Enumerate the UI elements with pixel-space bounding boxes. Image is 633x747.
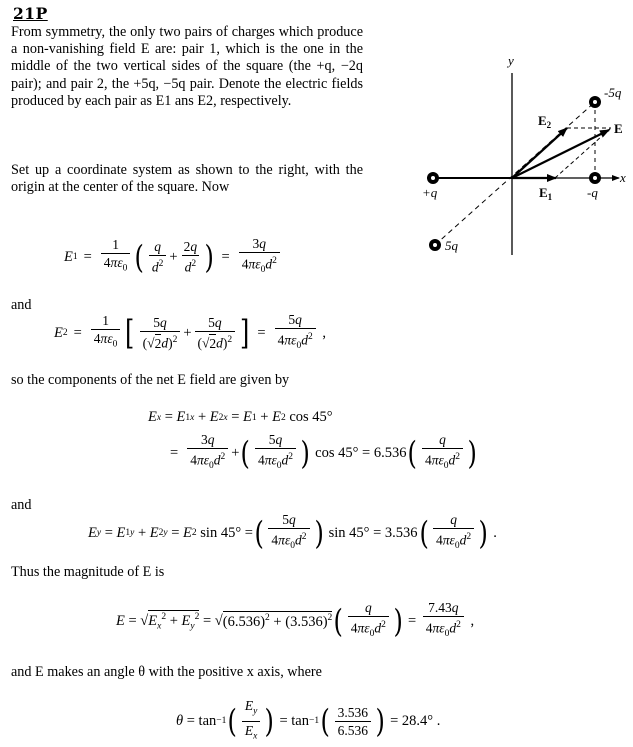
sqrt-term-b: 3.536 [290, 614, 323, 630]
charge-5q-marker [429, 239, 441, 251]
e1-label: $E_1$ [539, 185, 553, 202]
and-label-2: and [11, 497, 32, 513]
setup-paragraph: Set up a coordinate system as shown to the right, with the origin at the center of the square. Now [11, 162, 363, 196]
sqrt-term-a: 6.536 [227, 614, 261, 630]
and-label-1: and [11, 297, 32, 313]
theta-result: 28.4° [401, 712, 434, 729]
components-text: so the components of the net E field are given by [11, 372, 290, 388]
charge-plusq-marker [427, 172, 439, 184]
diagonal-dashed-line [435, 102, 595, 245]
x-axis-label: x [620, 170, 626, 185]
charge-minusq-marker [589, 172, 601, 184]
e-label: E [614, 121, 623, 136]
5q-label: 5q [445, 238, 458, 253]
e2-label: $E_2$ [538, 113, 552, 130]
problem-number: 21P [13, 4, 48, 23]
magnitude-text: Thus the magnitude of E is [11, 564, 165, 580]
y-axis-label: y [508, 53, 514, 68]
equation-e1: E 1 = $\frac{1}{4\pi\varepsilon_0}$ ( $\frac{q}{d^2}$ + $\frac{2q}{d^2}$ ) = $\frac{3q}{4\pi\varepsilon_0d^2}$ [64, 236, 283, 278]
e-vector-arrow [512, 130, 609, 178]
charge-minus5q-marker [589, 96, 601, 108]
magnitude-coefficient: 7.43 [428, 600, 452, 615]
angle-text: and E makes an angle θ with the positive x axis, where [11, 664, 322, 680]
equation-e2: E 2 = $\frac{1}{4\pi\varepsilon_0}$ [ $\frac{5q}{(√2d)^2}$ + $\frac{5q}{(√2d)^2}$ ] = $\frac{5q}{4\pi\varepsilon_0d^2}$ , [54, 312, 326, 354]
minus5q-label: -5q [604, 85, 622, 100]
ex-coefficient: 6.536 [373, 444, 407, 461]
equation-ex-line2: = $\frac{3q}{4\pi\varepsilon_0d^2}$ + ( $\frac{5q}{4\pi\varepsilon_0d^2}$ ) cos 45° = 6.536 ( $\frac{q}{4\pi\varepsilon_0d^2}$ ) [170, 432, 479, 474]
ey-coefficient: 3.536 [384, 524, 418, 541]
equation-ey: E y = E 1y + E 2y = E 2 sin 45° = ( $\frac{5q}{4\pi\varepsilon_0d^2}$ ) sin 45° = 3.536 ( $\frac{q}{4\pi\varepsilon_0d^2}$ ) . [88, 512, 497, 554]
intro-paragraph: From symmetry, the only two pairs of charges which produce a non-vanishing field E are: pair 1, which is the one in the middle of the two vertical sides of the square (the +q, −2q pair); and pair 2, the +5q, −5q pair. Denote the electric fields produced by each pair as E1 ans E2, respectively. [11, 24, 363, 109]
plusq-label: +q [422, 185, 438, 200]
equation-theta: θ = tan −1 ( $\frac{E_y}{E_x}$ ) = tan −1 ( $\frac{3.536}{6.536}$ ) = 28.4° . [176, 698, 440, 744]
charge-diagram [405, 45, 633, 260]
e2-vector-arrow [512, 128, 567, 178]
equation-ex-line1: E x = E 1x + E 2x = E 1 + E 2 cos 45° [148, 409, 333, 425]
minusq-label: -q [587, 185, 598, 200]
equation-e-magnitude: E = √ $E_x^2 + E_y^2$ = √ $(6.536)^2 + (3.536)^2$ ( $\frac{q}{4\pi\varepsilon_0d^2}$ ) = $\frac{7.43q}{4\pi\varepsilon_0d^2}$ , [116, 600, 474, 642]
